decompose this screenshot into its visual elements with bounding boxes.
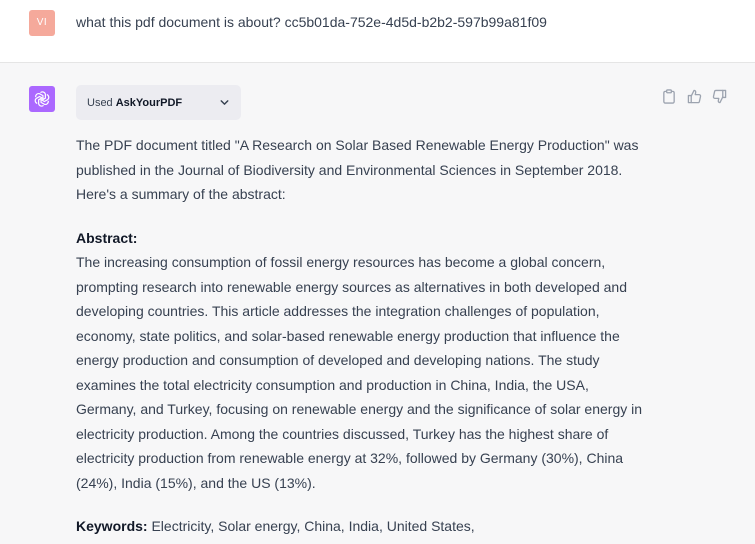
user-message-text: what this pdf document is about? cc5b01da-752e-4d5d-b2b2-597b99a81f09 <box>76 14 547 30</box>
abstract-line: prompting research into renewable energy sources as alternatives in both developed and <box>76 278 628 295</box>
keywords-label: Keywords: <box>76 518 148 534</box>
clipboard-icon[interactable] <box>661 88 677 104</box>
abstract-line: energy production and consumption of developed and developing nations. The study <box>76 352 600 368</box>
assistant-message-body <box>76 133 676 539</box>
abstract-line: Germany, and Turkey, focusing on renewable energy and the significance of solar energy in <box>76 401 643 417</box>
intro-line: The PDF document titled "A Research on Solar Based Renewable Energy Production" was <box>76 137 639 153</box>
intro-line: Here's a summary of the abstract: <box>76 186 286 202</box>
thumbs-up-icon[interactable] <box>686 88 702 104</box>
keywords-line <box>76 514 676 539</box>
abstract-heading: Abstract: <box>76 229 138 246</box>
intro-line: published in the Journal of Biodiversity and Environmental Sciences in September 2018. <box>76 161 623 178</box>
abstract-line: examines the total electricity consumption and production in China, India, the USA, <box>76 376 589 393</box>
plugin-used-label: Used <box>87 96 113 109</box>
abstract-line: developing countries. This article addresses the integration challenges of population, <box>76 303 600 319</box>
keywords-text: Electricity, Solar energy, China, India, United States, <box>147 518 475 534</box>
abstract-line: electricity production from renewable energy at 32%, followed by Germany (30%), China <box>76 450 624 466</box>
plugin-name: AskYourPDF <box>115 96 183 109</box>
assistant-message-row <box>0 63 755 544</box>
abstract-line: economy, state politics, and solar-based renewable energy production that influence the <box>76 327 620 344</box>
abstract-line: The increasing consumption of fossil energy resources has become a global concern, <box>76 254 606 270</box>
abstract-line: electricity production. Among the countries discussed, Turkey has the highest share of <box>76 425 609 442</box>
chevron-down-icon <box>218 96 231 109</box>
plugin-used-toggle[interactable] <box>76 85 241 120</box>
message-actions <box>661 88 727 104</box>
openai-logo-icon <box>29 86 55 112</box>
abstract-line: (24%), India (15%), and the US (13%). <box>76 474 316 491</box>
user-avatar: VI <box>29 10 55 36</box>
thumbs-down-icon[interactable] <box>711 88 727 104</box>
user-message-row <box>0 0 755 63</box>
